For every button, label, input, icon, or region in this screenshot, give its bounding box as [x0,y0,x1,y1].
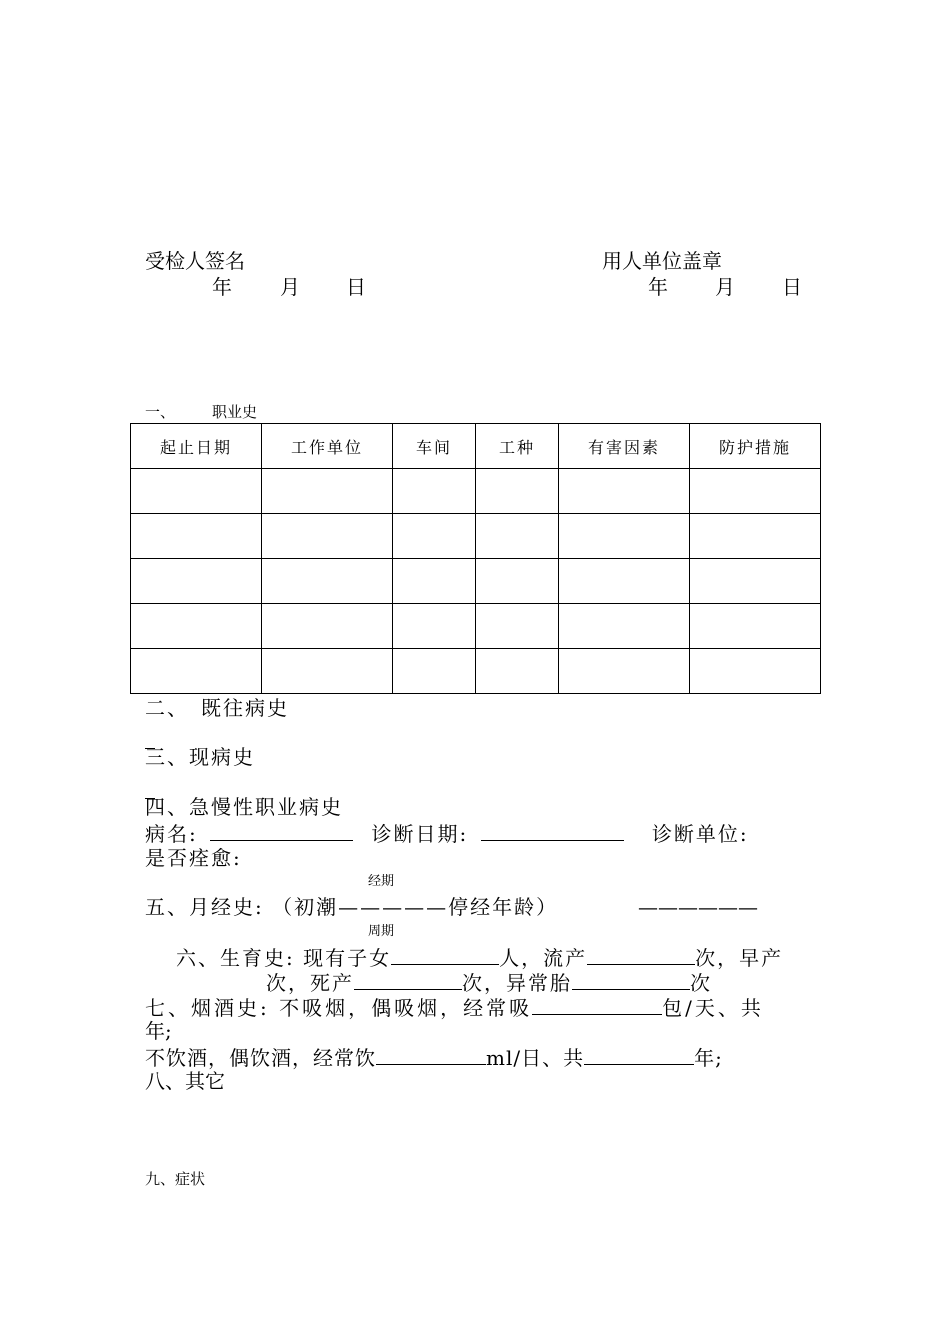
examinee-month: 月 [280,275,300,299]
table-row [131,514,821,559]
employer-day: 日 [782,275,802,299]
disease-name-row [145,822,749,844]
table-cell[interactable] [262,649,393,694]
table-cell[interactable] [131,469,262,514]
table-row [131,604,821,649]
table-cell[interactable] [131,559,262,604]
employer-seal-label: 用人单位盖章 [602,249,722,273]
header-workshop: 车间 [393,424,476,469]
fertility-prefix: 六、生育史: 现有子女 [176,946,392,970]
table-cell[interactable] [131,604,262,649]
table-cell[interactable] [690,469,821,514]
header-work-unit: 工作单位 [262,424,393,469]
table-cell[interactable] [476,469,559,514]
fertility-dead: 次，死产 [266,971,354,995]
drinking-amount-blank[interactable] [376,1046,486,1065]
examinee-year: 年 [212,275,232,299]
smoking-amount-blank[interactable] [532,996,662,1015]
header-job-type: 工种 [476,424,559,469]
diagnosis-date-blank[interactable] [481,822,624,841]
drinking-year: 年; [694,1046,723,1070]
section4-title: 四、急慢性职业病史 [145,795,343,819]
menstrual-period-label: 经期 [368,874,395,889]
table-cell[interactable] [690,559,821,604]
table-row [131,559,821,604]
children-count-blank[interactable] [391,946,499,965]
examinee-signature-label: 受检人签名 [145,249,245,273]
table-cell[interactable] [476,649,559,694]
disease-name-blank[interactable] [210,822,353,841]
table-cell[interactable] [476,559,559,604]
section3-title: 三、现病史 [145,745,255,769]
fertility-abnormal: 次，异常胎 [462,971,572,995]
drinking-years-blank[interactable] [584,1046,694,1065]
diagnosis-date-label: 诊断日期: [371,822,469,846]
table-cell[interactable] [393,604,476,649]
abnormal-count-blank[interactable] [572,971,690,990]
table-cell[interactable] [393,514,476,559]
section5-main: 五、月经史: （初潮—————停经年龄） [145,895,559,919]
section1-title: 职业史 [212,403,258,421]
table-cell[interactable] [476,514,559,559]
table-cell[interactable] [131,514,262,559]
drinking-prefix: 不饮酒，偶饮酒，经常饮 [145,1046,376,1070]
drinking-row [145,1046,723,1068]
occupational-history-table [130,423,821,694]
diagnosis-unit-label: 诊断单位: [651,822,749,846]
table-cell[interactable] [690,604,821,649]
section2-title: 二、 既往病史 [145,696,289,720]
fertility-end: 次 [690,971,712,995]
examinee-day: 日 [346,275,366,299]
table-cell[interactable] [393,469,476,514]
table-row [131,649,821,694]
fertility-row-2 [266,971,712,993]
table-cell[interactable] [476,604,559,649]
table-cell[interactable] [690,649,821,694]
employer-year: 年 [648,275,668,299]
smoking-row [145,996,764,1018]
fertility-row-1 [176,946,783,968]
table-cell[interactable] [262,604,393,649]
table-cell[interactable] [559,514,690,559]
table-cell[interactable] [690,514,821,559]
cured-label: 是否痊愈: [145,846,242,870]
table-cell[interactable] [262,559,393,604]
drinking-ml: ml/日、共 [486,1046,585,1070]
table-cell[interactable] [559,649,690,694]
smoking-packs: 包/天、共 [662,996,764,1020]
menstrual-cycle-label: 周期 [368,924,395,939]
header-date-range: 起止日期 [131,424,262,469]
smoking-year: 年; [145,1019,172,1043]
table-row [131,469,821,514]
smoking-prefix: 七、烟酒史: 不吸烟，偶吸烟，经常吸 [145,996,533,1020]
table-cell[interactable] [393,559,476,604]
section9-title: 九、症状 [145,1170,206,1188]
fertility-people: 人，流产 [499,946,588,970]
table-cell[interactable] [559,604,690,649]
table-cell[interactable] [262,469,393,514]
table-cell[interactable] [559,469,690,514]
table-cell[interactable] [262,514,393,559]
table-cell[interactable] [559,559,690,604]
header-hazard-factors: 有害因素 [559,424,690,469]
table-cell[interactable] [393,649,476,694]
miscarriage-count-blank[interactable] [587,946,695,965]
stillbirth-count-blank[interactable] [354,971,462,990]
table-cell[interactable] [131,649,262,694]
section1-number: 一、 [145,403,176,421]
section5-dashes: —————— [638,895,758,919]
employer-month: 月 [715,275,735,299]
header-protective-measures: 防护措施 [690,424,821,469]
fertility-premature: 次，早产 [695,946,784,970]
table-header-row [131,424,821,469]
disease-name-label: 病名: [145,822,198,846]
section8-title: 八、其它 [145,1069,225,1093]
